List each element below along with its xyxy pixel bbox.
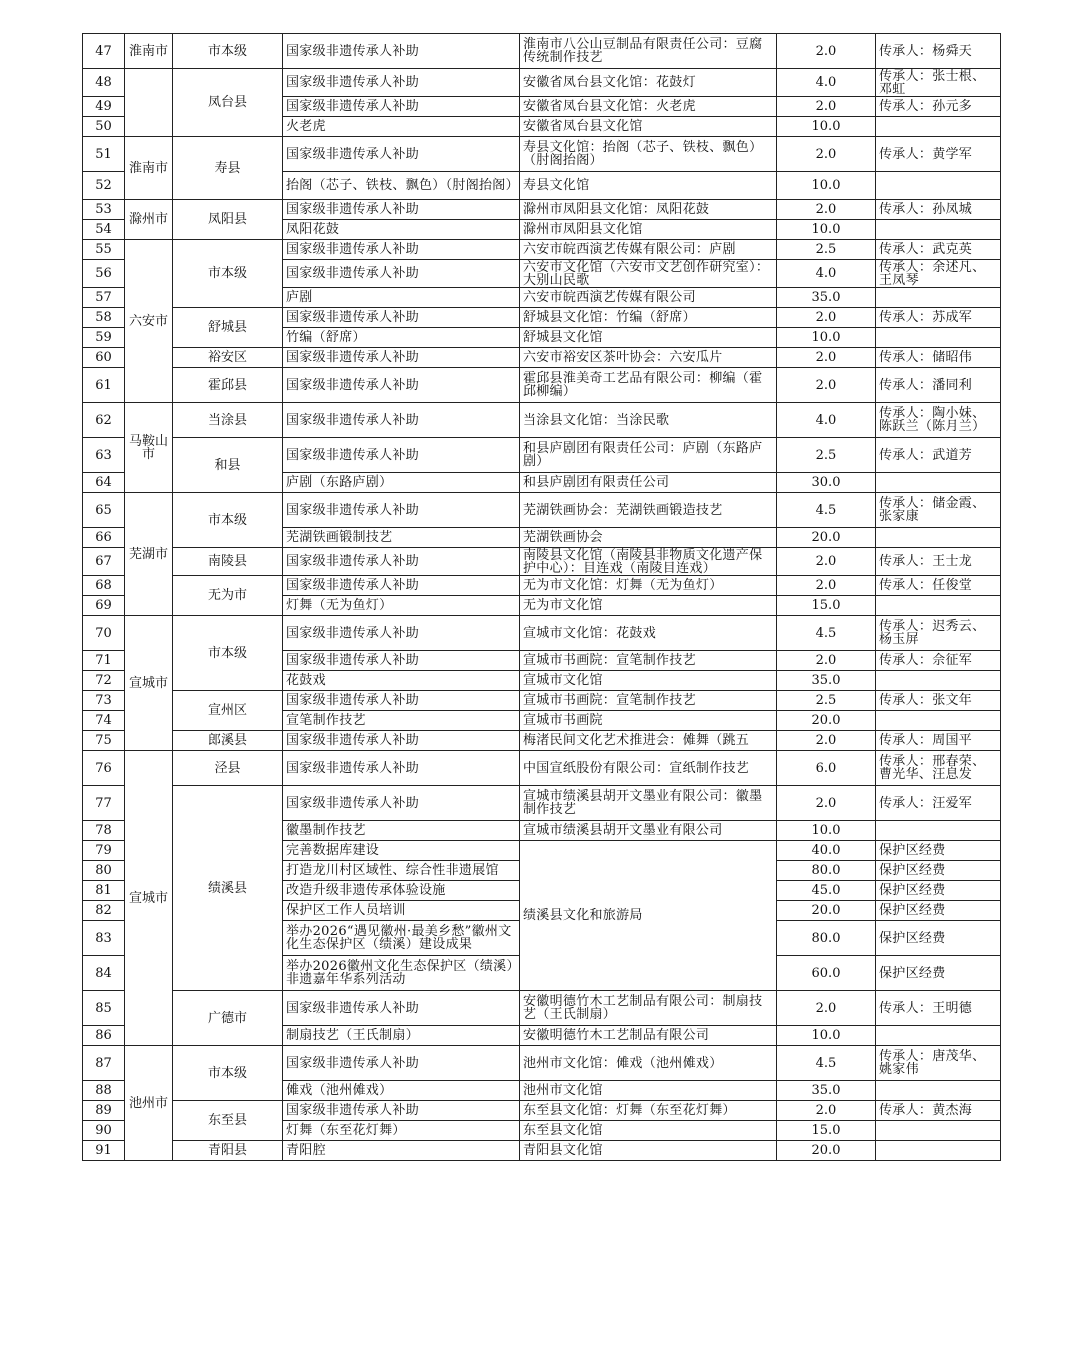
table-row — [83, 403, 1001, 438]
unit-cell: 寿县文化馆 — [520, 172, 777, 200]
amount-cell: 10.0 — [777, 1026, 876, 1046]
county-cell: 市本级 — [173, 616, 283, 691]
amount-cell: 80.0 — [777, 861, 876, 881]
row-number-cell: 54 — [83, 220, 125, 240]
amount-cell: 4.0 — [777, 403, 876, 438]
unit-cell: 舒城县文化馆：竹编（舒席） — [520, 308, 777, 328]
note-cell — [876, 288, 1001, 308]
unit-cell: 东至县文化馆 — [520, 1121, 777, 1141]
table-row — [83, 616, 1001, 651]
amount-cell: 2.0 — [777, 348, 876, 368]
note-cell — [876, 328, 1001, 348]
county-cell: 霍邱县 — [173, 368, 283, 403]
project-cell: 完善数据库建设 — [283, 841, 520, 861]
table-row — [83, 1046, 1001, 1081]
project-cell: 国家级非遗传承人补助 — [283, 493, 520, 528]
amount-cell: 10.0 — [777, 117, 876, 137]
row-number-cell: 66 — [83, 528, 125, 548]
amount-cell: 4.5 — [777, 493, 876, 528]
amount-cell: 2.5 — [777, 438, 876, 473]
note-cell: 传承人：苏成军 — [876, 308, 1001, 328]
row-number-cell: 48 — [83, 69, 125, 97]
table-row — [83, 438, 1001, 473]
amount-cell: 20.0 — [777, 1141, 876, 1161]
project-cell: 举办2026徽州文化生态保护区（绩溪）非遗嘉年华系列活动 — [283, 956, 520, 991]
county-cell: 广德市 — [173, 991, 283, 1046]
table-row — [83, 240, 1001, 260]
amount-cell: 4.0 — [777, 260, 876, 288]
note-cell — [876, 117, 1001, 137]
city-cell: 淮南市 — [125, 34, 173, 69]
project-cell: 改造升级非遗传承体验设施 — [283, 881, 520, 901]
unit-cell: 宣城市文化馆：花鼓戏 — [520, 616, 777, 651]
row-number-cell: 82 — [83, 901, 125, 921]
project-cell: 竹编（舒席） — [283, 328, 520, 348]
table-row — [83, 1101, 1001, 1121]
unit-cell: 宣城市绩溪县胡开文墨业有限公司：徽墨制作技艺 — [520, 786, 777, 821]
unit-cell: 东至县文化馆：灯舞（东至花灯舞） — [520, 1101, 777, 1121]
amount-cell: 2.0 — [777, 97, 876, 117]
amount-cell: 10.0 — [777, 821, 876, 841]
row-number-cell: 64 — [83, 473, 125, 493]
unit-cell: 霍邱县淮美奇工艺品有限公司：柳编（霍邱柳编） — [520, 368, 777, 403]
project-cell: 庐剧 — [283, 288, 520, 308]
unit-cell: 芜湖铁画协会：芜湖铁画锻造技艺 — [520, 493, 777, 528]
unit-cell: 宣城市书画院 — [520, 711, 777, 731]
county-cell: 绩溪县 — [173, 786, 283, 991]
amount-cell: 2.0 — [777, 731, 876, 751]
note-cell — [876, 220, 1001, 240]
note-cell — [876, 528, 1001, 548]
unit-cell: 梅渚民间文化艺术推进会：傩舞（跳五 — [520, 731, 777, 751]
project-cell: 国家级非遗传承人补助 — [283, 616, 520, 651]
project-cell: 国家级非遗传承人补助 — [283, 548, 520, 576]
row-number-cell: 70 — [83, 616, 125, 651]
project-cell: 举办2026“遇见徽州·最美乡愁”徽州文化生态保护区（绩溪）建设成果 — [283, 921, 520, 956]
row-number-cell: 51 — [83, 137, 125, 172]
project-cell: 花鼓戏 — [283, 671, 520, 691]
unit-cell: 宣城市文化馆 — [520, 671, 777, 691]
city-cell: 滁州市 — [125, 200, 173, 240]
note-cell — [876, 1026, 1001, 1046]
unit-cell: 宣城市书画院：宣笔制作技艺 — [520, 691, 777, 711]
row-number-cell: 79 — [83, 841, 125, 861]
amount-cell: 2.0 — [777, 576, 876, 596]
table-row — [83, 786, 1001, 821]
note-cell: 传承人：杨舜天 — [876, 34, 1001, 69]
amount-cell: 35.0 — [777, 671, 876, 691]
county-cell: 市本级 — [173, 240, 283, 308]
unit-cell: 绩溪县文化和旅游局 — [520, 841, 777, 991]
project-cell: 芜湖铁画锻制技艺 — [283, 528, 520, 548]
county-cell: 裕安区 — [173, 348, 283, 368]
project-cell: 打造龙川村区域性、综合性非遗展馆 — [283, 861, 520, 881]
unit-cell: 当涂县文化馆：当涂民歌 — [520, 403, 777, 438]
unit-cell: 六安市皖西演艺传媒有限公司：庐剧 — [520, 240, 777, 260]
unit-cell: 寿县文化馆：抬阁（芯子、铁枝、飘色）（肘阁抬阁） — [520, 137, 777, 172]
project-cell: 国家级非遗传承人补助 — [283, 240, 520, 260]
row-number-cell: 83 — [83, 921, 125, 956]
project-cell: 制扇技艺（王氏制扇） — [283, 1026, 520, 1046]
row-number-cell: 62 — [83, 403, 125, 438]
unit-cell: 舒城县文化馆 — [520, 328, 777, 348]
project-cell: 国家级非遗传承人补助 — [283, 651, 520, 671]
amount-cell: 45.0 — [777, 881, 876, 901]
city-cell: 马鞍山市 — [125, 403, 173, 493]
project-cell: 保护区工作人员培训 — [283, 901, 520, 921]
county-cell: 市本级 — [173, 493, 283, 548]
row-number-cell: 57 — [83, 288, 125, 308]
row-number-cell: 56 — [83, 260, 125, 288]
amount-cell: 35.0 — [777, 1081, 876, 1101]
unit-cell: 安徽省凤台县文化馆：火老虎 — [520, 97, 777, 117]
city-cell: 宣城市 — [125, 751, 173, 1046]
unit-cell: 池州市文化馆：傩戏（池州傩戏） — [520, 1046, 777, 1081]
project-cell: 火老虎 — [283, 117, 520, 137]
note-cell: 传承人：王士龙 — [876, 548, 1001, 576]
table-row — [83, 576, 1001, 596]
unit-cell: 安徽省凤台县文化馆 — [520, 117, 777, 137]
table-row — [83, 731, 1001, 751]
amount-cell: 2.0 — [777, 137, 876, 172]
note-cell: 传承人：张文年 — [876, 691, 1001, 711]
table-row — [83, 751, 1001, 786]
city-cell: 宣城市 — [125, 616, 173, 751]
project-cell: 国家级非遗传承人补助 — [283, 200, 520, 220]
county-cell: 当涂县 — [173, 403, 283, 438]
amount-cell: 4.5 — [777, 1046, 876, 1081]
city-cell: 池州市 — [125, 1046, 173, 1161]
note-cell: 传承人：王明德 — [876, 991, 1001, 1026]
note-cell: 保护区经费 — [876, 881, 1001, 901]
note-cell: 传承人：迟秀云、杨玉屏 — [876, 616, 1001, 651]
table-row — [83, 200, 1001, 220]
table-row — [83, 1141, 1001, 1161]
unit-cell: 安徽明德竹木工艺制品有限公司：制扇技艺（王氏制扇） — [520, 991, 777, 1026]
unit-cell: 淮南市八公山豆制品有限责任公司：豆腐传统制作技艺 — [520, 34, 777, 69]
table-row — [83, 691, 1001, 711]
note-cell: 保护区经费 — [876, 901, 1001, 921]
note-cell: 传承人：武道芳 — [876, 438, 1001, 473]
note-cell — [876, 1081, 1001, 1101]
table-row — [83, 348, 1001, 368]
county-cell: 无为市 — [173, 576, 283, 616]
amount-cell: 2.0 — [777, 34, 876, 69]
unit-cell: 滁州市凤阳县文化馆：凤阳花鼓 — [520, 200, 777, 220]
note-cell — [876, 671, 1001, 691]
project-cell: 国家级非遗传承人补助 — [283, 308, 520, 328]
note-cell — [876, 596, 1001, 616]
note-cell: 传承人：储金霞、张家康 — [876, 493, 1001, 528]
amount-cell: 2.0 — [777, 548, 876, 576]
table-row — [83, 137, 1001, 172]
unit-cell: 青阳县文化馆 — [520, 1141, 777, 1161]
project-cell: 国家级非遗传承人补助 — [283, 137, 520, 172]
amount-cell: 15.0 — [777, 596, 876, 616]
project-cell: 国家级非遗传承人补助 — [283, 731, 520, 751]
amount-cell: 2.5 — [777, 691, 876, 711]
county-cell: 凤阳县 — [173, 200, 283, 240]
note-cell: 传承人：任俊堂 — [876, 576, 1001, 596]
row-number-cell: 58 — [83, 308, 125, 328]
row-number-cell: 49 — [83, 97, 125, 117]
project-cell: 国家级非遗传承人补助 — [283, 69, 520, 97]
note-cell — [876, 1121, 1001, 1141]
table-row — [83, 493, 1001, 528]
note-cell — [876, 821, 1001, 841]
note-cell: 传承人：孙元多 — [876, 97, 1001, 117]
county-cell: 郎溪县 — [173, 731, 283, 751]
row-number-cell: 87 — [83, 1046, 125, 1081]
amount-cell: 15.0 — [777, 1121, 876, 1141]
amount-cell: 2.0 — [777, 1101, 876, 1121]
table-row — [83, 69, 1001, 97]
row-number-cell: 60 — [83, 348, 125, 368]
note-cell: 传承人：储昭伟 — [876, 348, 1001, 368]
row-number-cell: 53 — [83, 200, 125, 220]
note-cell: 传承人：陶小妹、陈跃兰（陈月兰） — [876, 403, 1001, 438]
project-cell: 青阳腔 — [283, 1141, 520, 1161]
amount-cell: 2.0 — [777, 991, 876, 1026]
unit-cell: 宣城市绩溪县胡开文墨业有限公司 — [520, 821, 777, 841]
amount-cell: 30.0 — [777, 473, 876, 493]
project-cell: 国家级非遗传承人补助 — [283, 751, 520, 786]
amount-cell: 20.0 — [777, 528, 876, 548]
note-cell: 保护区经费 — [876, 921, 1001, 956]
unit-cell: 无为市文化馆：灯舞（无为鱼灯） — [520, 576, 777, 596]
county-cell: 市本级 — [173, 1046, 283, 1101]
amount-cell: 2.5 — [777, 240, 876, 260]
project-cell: 宣笔制作技艺 — [283, 711, 520, 731]
amount-cell: 35.0 — [777, 288, 876, 308]
row-number-cell: 69 — [83, 596, 125, 616]
county-cell: 东至县 — [173, 1101, 283, 1141]
county-cell: 泾县 — [173, 751, 283, 786]
row-number-cell: 71 — [83, 651, 125, 671]
project-cell: 抬阁（芯子、铁枝、飘色）（肘阁抬阁） — [283, 172, 520, 200]
row-number-cell: 89 — [83, 1101, 125, 1121]
amount-cell: 10.0 — [777, 328, 876, 348]
city-cell — [125, 69, 173, 137]
note-cell: 传承人：潘同利 — [876, 368, 1001, 403]
unit-cell: 安徽明德竹木工艺制品有限公司 — [520, 1026, 777, 1046]
project-cell: 徽墨制作技艺 — [283, 821, 520, 841]
row-number-cell: 65 — [83, 493, 125, 528]
unit-cell: 宣城市书画院：宣笔制作技艺 — [520, 651, 777, 671]
note-cell: 保护区经费 — [876, 841, 1001, 861]
project-cell: 灯舞（无为鱼灯） — [283, 596, 520, 616]
note-cell: 传承人：汪爱军 — [876, 786, 1001, 821]
project-cell: 国家级非遗传承人补助 — [283, 1046, 520, 1081]
county-cell: 舒城县 — [173, 308, 283, 348]
row-number-cell: 67 — [83, 548, 125, 576]
project-cell: 国家级非遗传承人补助 — [283, 348, 520, 368]
county-cell: 凤台县 — [173, 69, 283, 137]
project-cell: 国家级非遗传承人补助 — [283, 991, 520, 1026]
city-cell: 淮南市 — [125, 137, 173, 200]
amount-cell: 6.0 — [777, 751, 876, 786]
row-number-cell: 78 — [83, 821, 125, 841]
amount-cell: 10.0 — [777, 172, 876, 200]
note-cell: 保护区经费 — [876, 956, 1001, 991]
amount-cell: 4.5 — [777, 616, 876, 651]
city-cell: 六安市 — [125, 240, 173, 403]
allocation-table — [82, 33, 1001, 1161]
unit-cell: 无为市文化馆 — [520, 596, 777, 616]
table-row — [83, 308, 1001, 328]
amount-cell: 80.0 — [777, 921, 876, 956]
project-cell: 国家级非遗传承人补助 — [283, 97, 520, 117]
county-cell: 南陵县 — [173, 548, 283, 576]
amount-cell: 60.0 — [777, 956, 876, 991]
project-cell: 国家级非遗传承人补助 — [283, 438, 520, 473]
row-number-cell: 47 — [83, 34, 125, 69]
unit-cell: 和县庐剧团有限责任公司：庐剧（东路庐剧） — [520, 438, 777, 473]
row-number-cell: 91 — [83, 1141, 125, 1161]
row-number-cell: 52 — [83, 172, 125, 200]
unit-cell: 和县庐剧团有限责任公司 — [520, 473, 777, 493]
row-number-cell: 68 — [83, 576, 125, 596]
project-cell: 国家级非遗传承人补助 — [283, 1101, 520, 1121]
county-cell: 和县 — [173, 438, 283, 493]
table-row — [83, 34, 1001, 69]
note-cell: 传承人：邢春荣、曹光华、汪息发 — [876, 751, 1001, 786]
project-cell: 国家级非遗传承人补助 — [283, 368, 520, 403]
note-cell: 传承人：黄学军 — [876, 137, 1001, 172]
row-number-cell: 72 — [83, 671, 125, 691]
note-cell: 保护区经费 — [876, 861, 1001, 881]
project-cell: 国家级非遗传承人补助 — [283, 786, 520, 821]
unit-cell: 南陵县文化馆（南陵县非物质文化遗产保护中心）：目连戏（南陵目连戏） — [520, 548, 777, 576]
unit-cell: 六安市皖西演艺传媒有限公司 — [520, 288, 777, 308]
row-number-cell: 63 — [83, 438, 125, 473]
table-body — [83, 34, 1001, 1161]
note-cell: 传承人：周国平 — [876, 731, 1001, 751]
county-cell: 青阳县 — [173, 1141, 283, 1161]
note-cell: 传承人：余述凡、王凤琴 — [876, 260, 1001, 288]
amount-cell: 2.0 — [777, 651, 876, 671]
note-cell: 传承人：佘征军 — [876, 651, 1001, 671]
note-cell: 传承人：黄杰海 — [876, 1101, 1001, 1121]
table-row — [83, 368, 1001, 403]
note-cell: 传承人：孙凤城 — [876, 200, 1001, 220]
amount-cell: 40.0 — [777, 841, 876, 861]
project-cell: 国家级非遗传承人补助 — [283, 260, 520, 288]
note-cell — [876, 473, 1001, 493]
row-number-cell: 50 — [83, 117, 125, 137]
row-number-cell: 85 — [83, 991, 125, 1026]
note-cell: 传承人：武克英 — [876, 240, 1001, 260]
project-cell: 庐剧（东路庐剧） — [283, 473, 520, 493]
county-cell: 寿县 — [173, 137, 283, 200]
row-number-cell: 59 — [83, 328, 125, 348]
row-number-cell: 77 — [83, 786, 125, 821]
row-number-cell: 81 — [83, 881, 125, 901]
county-cell: 市本级 — [173, 34, 283, 69]
unit-cell: 滁州市凤阳县文化馆 — [520, 220, 777, 240]
table-row — [83, 991, 1001, 1026]
unit-cell: 芜湖铁画协会 — [520, 528, 777, 548]
amount-cell: 2.0 — [777, 200, 876, 220]
project-cell: 灯舞（东至花灯舞） — [283, 1121, 520, 1141]
row-number-cell: 88 — [83, 1081, 125, 1101]
project-cell: 国家级非遗传承人补助 — [283, 691, 520, 711]
row-number-cell: 90 — [83, 1121, 125, 1141]
unit-cell: 六安市文化馆（六安市文艺创作研究室）：大别山民歌 — [520, 260, 777, 288]
amount-cell: 10.0 — [777, 220, 876, 240]
project-cell: 傩戏（池州傩戏） — [283, 1081, 520, 1101]
row-number-cell: 73 — [83, 691, 125, 711]
county-cell: 宣州区 — [173, 691, 283, 731]
row-number-cell: 76 — [83, 751, 125, 786]
table-row — [83, 548, 1001, 576]
project-cell: 国家级非遗传承人补助 — [283, 403, 520, 438]
amount-cell: 4.0 — [777, 69, 876, 97]
unit-cell: 中国宣纸股份有限公司：宣纸制作技艺 — [520, 751, 777, 786]
amount-cell: 2.0 — [777, 368, 876, 403]
unit-cell: 六安市裕安区茶叶协会：六安瓜片 — [520, 348, 777, 368]
project-cell: 国家级非遗传承人补助 — [283, 576, 520, 596]
unit-cell: 池州市文化馆 — [520, 1081, 777, 1101]
note-cell: 传承人：唐茂华、姚家伟 — [876, 1046, 1001, 1081]
amount-cell: 2.0 — [777, 308, 876, 328]
note-cell — [876, 711, 1001, 731]
project-cell: 国家级非遗传承人补助 — [283, 34, 520, 69]
project-cell: 凤阳花鼓 — [283, 220, 520, 240]
row-number-cell: 55 — [83, 240, 125, 260]
amount-cell: 2.0 — [777, 786, 876, 821]
note-cell — [876, 1141, 1001, 1161]
note-cell: 传承人：张士根、邓虹 — [876, 69, 1001, 97]
city-cell: 芜湖市 — [125, 493, 173, 616]
amount-cell: 20.0 — [777, 711, 876, 731]
row-number-cell: 61 — [83, 368, 125, 403]
amount-cell: 20.0 — [777, 901, 876, 921]
note-cell — [876, 172, 1001, 200]
row-number-cell: 74 — [83, 711, 125, 731]
row-number-cell: 86 — [83, 1026, 125, 1046]
row-number-cell: 84 — [83, 956, 125, 991]
row-number-cell: 80 — [83, 861, 125, 881]
unit-cell: 安徽省凤台县文化馆：花鼓灯 — [520, 69, 777, 97]
row-number-cell: 75 — [83, 731, 125, 751]
